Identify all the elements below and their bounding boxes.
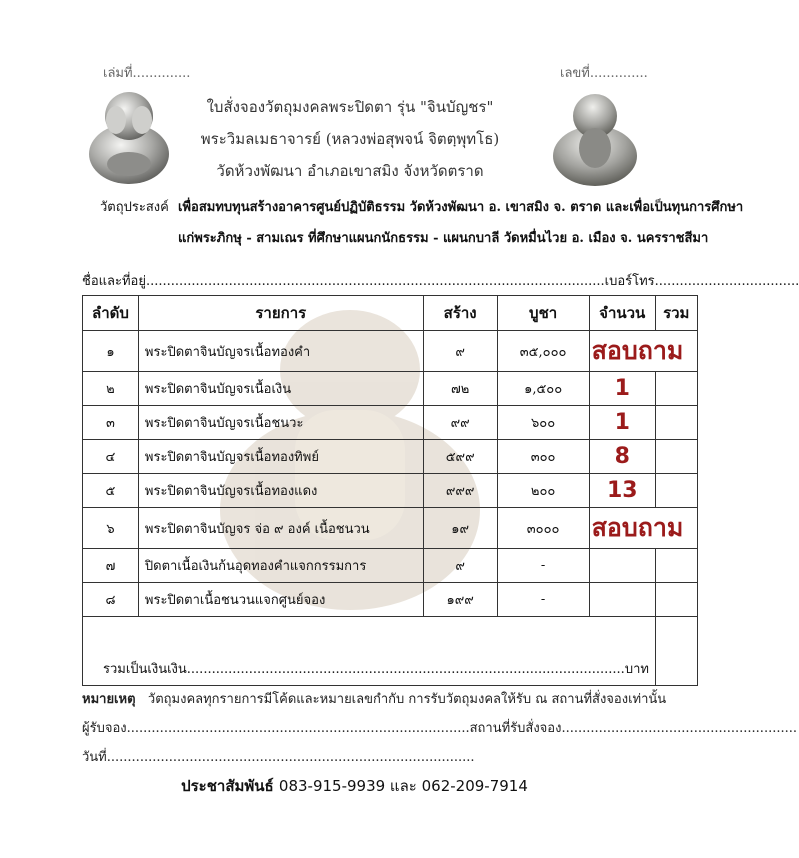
row-quantity[interactable]: 1 xyxy=(589,372,655,406)
row-made: ๙๙๙ xyxy=(423,474,497,508)
row-quantity[interactable]: 1 xyxy=(589,406,655,440)
row-price: - xyxy=(497,583,589,617)
row-made: ๗๒ xyxy=(423,372,497,406)
header-number: ลำดับ xyxy=(83,296,139,331)
row-item: พระปิดตาจินบัญจรเนื้อชนวะ xyxy=(138,406,423,440)
note-label: หมายเหตุ xyxy=(82,692,136,707)
row-price: ๒๐๐ xyxy=(497,474,589,508)
row-total[interactable] xyxy=(655,406,697,440)
table-row xyxy=(83,372,698,406)
table-row xyxy=(83,583,698,617)
date-field[interactable]: วันที่......................................................................................... xyxy=(82,750,475,765)
row-item: พระปิดตาจินบัญจรเนื้อทองแดง xyxy=(138,474,423,508)
header-made: สร้าง xyxy=(423,296,497,331)
row-made: ๙ xyxy=(423,549,497,583)
amulet-back-image xyxy=(548,88,642,188)
row-item: พระปิดตาเนื้อชนวนแจกศูนย์จอง xyxy=(138,583,423,617)
row-quantity-text: สอบถาม xyxy=(591,336,684,365)
header-price: บูชา xyxy=(497,296,589,331)
header-temple: วัดห้วงพัฒนา อำเภอเขาสมิง จังหวัดตราด xyxy=(216,162,484,180)
receiver-field[interactable]: ผู้รับจอง...................................................................................สถานที่รับสั่งจอง......................................................... xyxy=(82,721,797,736)
purpose-line-2: แก่พระภิกษุ - สามเณร ที่ศึกษาแผนกนักธรรม - แผนกบาลี วัดหมื่นไวย อ. เมือง จ. นครราชสีมา xyxy=(178,231,709,246)
row-number: ๗ xyxy=(83,549,139,583)
table-row xyxy=(83,508,698,549)
row-quantity[interactable]: 8 xyxy=(589,440,655,474)
row-price: ๓๐๐๐ xyxy=(497,508,589,549)
contact-label: ประชาสัมพันธ์ xyxy=(181,777,274,795)
document-number-label: เลขที่.............. xyxy=(560,66,648,81)
table-sum-row xyxy=(83,617,698,686)
amulet-front-image xyxy=(84,86,174,186)
row-total[interactable] xyxy=(655,549,697,583)
row-number: ๕ xyxy=(83,474,139,508)
row-quantity[interactable] xyxy=(589,549,655,583)
row-quantity-text: สอบถาม xyxy=(591,513,684,542)
header-item: รายการ xyxy=(138,296,423,331)
note xyxy=(82,688,666,709)
header-total: รวม xyxy=(655,296,697,331)
table-header-row xyxy=(83,296,698,331)
row-quantity[interactable] xyxy=(589,583,655,617)
table-row xyxy=(83,406,698,440)
header-monk-name: พระวิมลเมธาจารย์ (หลวงพ่อสุพจน์ จิตตฺพุทโธ) xyxy=(200,130,500,148)
row-quantity[interactable] xyxy=(589,331,697,372)
row-made: ๑๙ xyxy=(423,508,497,549)
sum-total[interactable] xyxy=(655,617,697,686)
book-number-label: เล่มที่.............. xyxy=(103,66,191,81)
row-price: ๓๐๐ xyxy=(497,440,589,474)
row-number: ๘ xyxy=(83,583,139,617)
row-item: พระปิดตาจินบัญจร จ่อ ๙ องค์ เนื้อชนวน xyxy=(138,508,423,549)
row-total[interactable] xyxy=(655,583,697,617)
row-made: ๙๙ xyxy=(423,406,497,440)
row-item: พระปิดตาจินบัญจรเนื้อเงิน xyxy=(138,372,423,406)
header-quantity: จำนวน xyxy=(589,296,655,331)
row-number: ๑ xyxy=(83,331,139,372)
table-row xyxy=(83,549,698,583)
purpose-line-1: เพื่อสมทบทุนสร้างอาคารศูนย์ปฏิบัติธรรม วัดห้วงพัฒนา อ. เขาสมิง จ. ตราด และเพื่อเป็นทุนการศึกษา xyxy=(178,200,744,215)
row-price: ๑,๕๐๐ xyxy=(497,372,589,406)
row-number: ๒ xyxy=(83,372,139,406)
header-title: ใบสั่งจองวัตถุมงคลพระปิดตา รุ่น "จินบัญชร" xyxy=(206,98,494,116)
row-number: ๓ xyxy=(83,406,139,440)
row-item: พระปิดตาจินบัญจรเนื้อทองคำ xyxy=(138,331,423,372)
row-price: ๖๐๐ xyxy=(497,406,589,440)
row-number: ๖ xyxy=(83,508,139,549)
row-total[interactable] xyxy=(655,474,697,508)
row-price: ๓๕,๐๐๐ xyxy=(497,331,589,372)
table-row xyxy=(83,331,698,372)
row-made: ๙ xyxy=(423,331,497,372)
row-quantity[interactable]: 13 xyxy=(589,474,655,508)
row-number: ๔ xyxy=(83,440,139,474)
purpose-label: วัตถุประสงค์ xyxy=(100,200,169,215)
table-row xyxy=(83,440,698,474)
row-total[interactable] xyxy=(655,440,697,474)
row-made: ๑๙๙ xyxy=(423,583,497,617)
row-price: - xyxy=(497,549,589,583)
row-item: ปิดตาเนื้อเงินก้นอุดทองคำแจกกรรมการ xyxy=(138,549,423,583)
order-table xyxy=(82,295,698,686)
name-address-field[interactable]: ชื่อและที่อยู่...............................................................................................................เบอร์โทร................................... xyxy=(82,274,799,289)
row-item: พระปิดตาจินบัญจรเนื้อทองทิพย์ xyxy=(138,440,423,474)
table-row xyxy=(83,474,698,508)
contact-line xyxy=(0,774,709,798)
row-made: ๕๙๙ xyxy=(423,440,497,474)
note-text: วัตถุมงคลทุกรายการมีโค้ดและหมายเลขกำกับ การรับวัตถุมงคลให้รับ ณ สถานที่สั่งจองเท่านั้น xyxy=(147,692,667,707)
row-total[interactable] xyxy=(655,372,697,406)
sum-label: รวมเป็นเงินเงิน..........................................................................................................บาท xyxy=(83,617,656,686)
contact-phones: 083-915-9939 และ 062-209-7914 xyxy=(278,777,528,795)
row-quantity[interactable] xyxy=(589,508,697,549)
